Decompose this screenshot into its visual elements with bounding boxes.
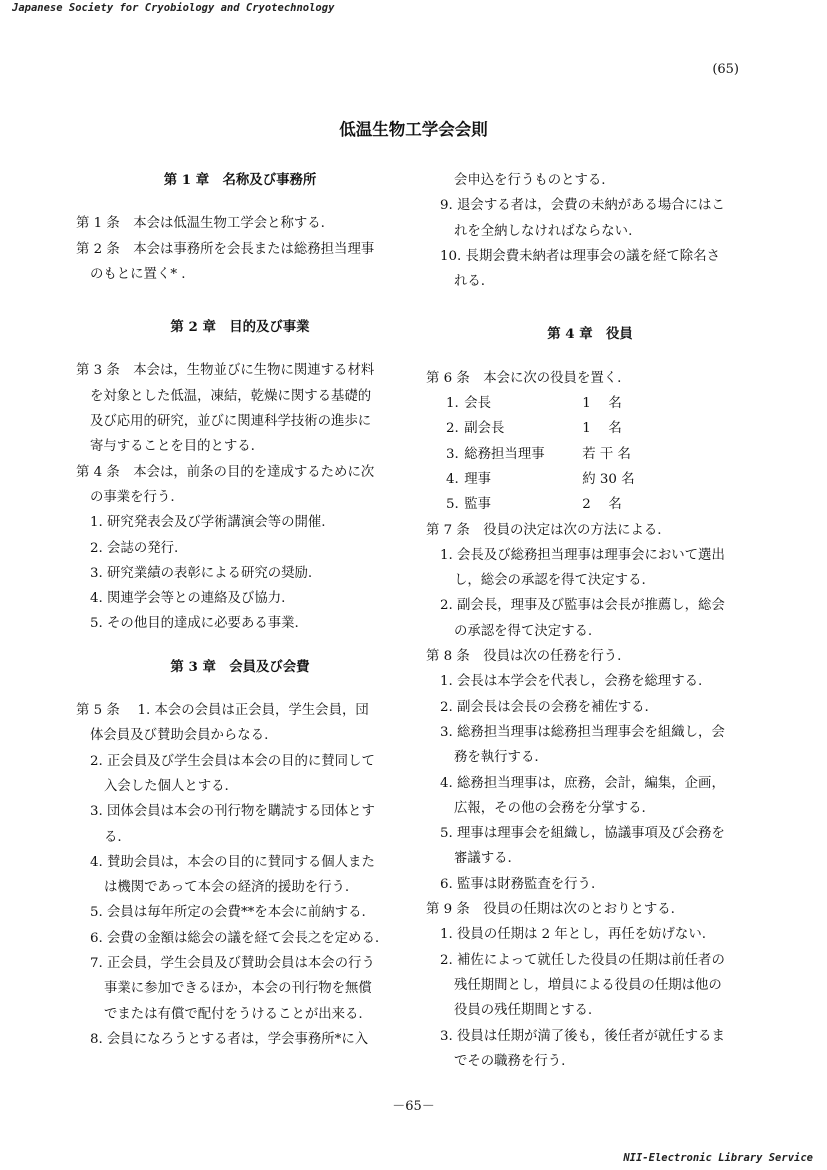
article-9-line: 2. 補佐によって就任した役員の任期は前任者の <box>440 952 725 968</box>
article-5-line: る. <box>104 829 122 845</box>
article-5-line: 10. 長期会費未納者は理事会の議を経て除名さ <box>440 248 720 264</box>
article-5-line: 第 5 条 1. 本会の会員は正会員，学生会員，団 <box>76 703 369 719</box>
officer-title: 監事 <box>464 497 492 513</box>
article-9-line: でその職務を行う. <box>454 1053 566 1069</box>
article-5-line: れを全納しなければならない. <box>454 223 633 239</box>
article-3-line: 及び応用的研究，並びに関連科学技術の進歩に <box>90 414 372 430</box>
article-7-line: し，総会の承認を得て決定する. <box>454 573 646 589</box>
article-8-line: 3. 総務担当理事は総務担当理事会を組織し，会 <box>440 724 725 740</box>
officer-title: 理事 <box>464 471 492 487</box>
article-9-line: 1. 役員の任期は 2 年とし，再任を妨げない. <box>440 927 706 943</box>
article-5-line: 4. 賛助会員は，本会の目的に賛同する個人また <box>90 854 375 870</box>
article-3-line: 第 3 条 本会は，生物並びに生物に関連する材料 <box>76 363 375 379</box>
left-column <box>76 168 404 1052</box>
officer-count: 1 名 <box>582 396 622 412</box>
article-4-item: 3. 研究業績の表彰による研究の奨励. <box>90 565 313 581</box>
article-5-line: でまたは有償で配付をうけることが出来る. <box>104 1006 363 1022</box>
article-8: 第 8 条 役員は次の任務を行う. <box>426 649 622 665</box>
article-9: 第 9 条 役員の任期は次のとおりとする. <box>426 902 675 918</box>
chapter-4-heading: 第 4 章 役員 <box>547 326 633 343</box>
article-4-line: 第 4 条 本会は，前条の目的を達成するために次 <box>76 464 375 480</box>
article-7: 第 7 条 役員の決定は次の方法による. <box>426 522 662 538</box>
footer-page-number: －65－ <box>392 1099 435 1114</box>
article-5-line: れる. <box>454 274 486 290</box>
officer-number: 4. <box>446 471 459 487</box>
officer-count: 2 名 <box>582 497 622 513</box>
article-5-line: 事業に参加できるほか，本会の刊行物を無償 <box>104 981 372 997</box>
chapter-3-heading: 第 3 章 会員及び会費 <box>170 658 310 675</box>
article-5-line: 入会した個人とする. <box>104 778 229 794</box>
article-5-line: 9. 退会する者は，会費の未納がある場合にはこ <box>440 198 725 214</box>
article-3-line: 寄与することを目的とする. <box>90 439 255 455</box>
article-8-line: 2. 副会長は会長の会務を補佐する. <box>440 699 649 715</box>
article-4-item: 2. 会誌の発行. <box>90 540 179 556</box>
officer-count: 若 干 名 <box>582 446 631 462</box>
officer-count: 1 名 <box>582 421 622 437</box>
article-8-line: 務を執行する. <box>454 750 539 766</box>
officer-number: 5. <box>446 497 459 513</box>
article-5-line: 8. 会員になろうとする者は，学会事務所*に入 <box>90 1031 369 1047</box>
article-8-line: 6. 監事は財務監査を行う. <box>440 876 596 892</box>
article-4-item: 5. その他目的達成に必要ある事業. <box>90 616 299 632</box>
article-2-line: 第 2 条 本会は事務所を会長または総務担当理事 <box>76 241 375 257</box>
officer-number: 1. <box>446 396 459 412</box>
article-7-line: の承認を得て決定する. <box>454 623 593 639</box>
article-2-line: のもとに置く* . <box>90 266 186 282</box>
officer-title: 会長 <box>464 396 492 412</box>
article-8-line: 広報，その他の会務を分掌する. <box>454 800 646 816</box>
page-number: (65) <box>712 62 739 77</box>
article-8-line: 5. 理事は理事会を組織し，協議事項及び会務を <box>440 826 725 842</box>
officer-number: 2. <box>446 421 459 437</box>
chapter-1-heading: 第 1 章 名称及び事務所 <box>163 172 317 188</box>
article-8-line: 4. 総務担当理事は，庶務，会計，編集，企画， <box>440 775 725 791</box>
article-5-line: 3. 団体会員は本会の刊行物を購読する団体とす <box>90 804 375 820</box>
officer-row <box>426 442 754 467</box>
document-title: 低温生物工学会会則 <box>339 120 488 139</box>
article-8-line: 1. 会長は本学会を代表し，会務を総理する. <box>440 674 703 690</box>
officer-row <box>426 416 754 441</box>
chapter-2-heading: 第 2 章 目的及び事業 <box>170 319 310 336</box>
article-3-line: を対象とした低温，凍結，乾燥に関する基礎的 <box>90 388 372 404</box>
article-5-line: 6. 会費の金額は総会の議を経て会長之を定める. <box>90 930 380 946</box>
article-1: 第 1 条 本会は低温生物工学会と称する. <box>76 216 325 232</box>
article-8-line: 審議する. <box>454 851 512 867</box>
officer-row <box>426 391 754 416</box>
article-9-line: 3. 役員は任期が満了後も，後任者が就任するま <box>440 1028 725 1044</box>
article-9-line: 役員の残任期間とする. <box>454 1003 593 1019</box>
officer-count: 約 30 名 <box>582 471 635 487</box>
officer-number: 3. <box>446 446 459 462</box>
officer-title: 副会長 <box>464 421 505 437</box>
article-7-line: 1. 会長及び総務担当理事は理事会において選出 <box>440 547 725 563</box>
footer-source: NII-Electronic Library Service <box>623 1152 813 1164</box>
article-7-line: 2. 副会長，理事及び監事は会長が推薦し，総会 <box>440 598 725 614</box>
officer-title: 総務担当理事 <box>464 446 545 462</box>
article-4-item: 4. 関連学会等との連絡及び協力. <box>90 591 286 607</box>
officer-row <box>426 492 754 517</box>
journal-header: Japanese Society for Cryobiology and Cryotechnology <box>12 2 335 14</box>
article-5-line: 7. 正会員，学生会員及び賛助会員は本会の行う <box>90 956 375 972</box>
article-5-line: 会申込を行うものとする. <box>454 173 606 188</box>
article-9-line: 残任期間とし，増員による役員の任期は他の <box>454 977 722 993</box>
article-6: 第 6 条 本会に次の役員を置く. <box>426 370 622 386</box>
article-4-line: の事業を行う. <box>90 489 175 505</box>
article-4-item: 1. 研究発表会及び学術講演会等の開催. <box>90 515 326 531</box>
article-5-line: 5. 会員は毎年所定の会費**を本会に前納する. <box>90 905 366 921</box>
right-column <box>426 168 754 1074</box>
article-5-line: 2. 正会員及び学生会員は本会の目的に賛同して <box>90 753 375 769</box>
officer-row <box>426 467 754 492</box>
article-5-line: は機関であって本会の経済的援助を行う. <box>104 880 350 896</box>
article-5-line: 体会員及び賛助会員からなる. <box>90 728 269 744</box>
